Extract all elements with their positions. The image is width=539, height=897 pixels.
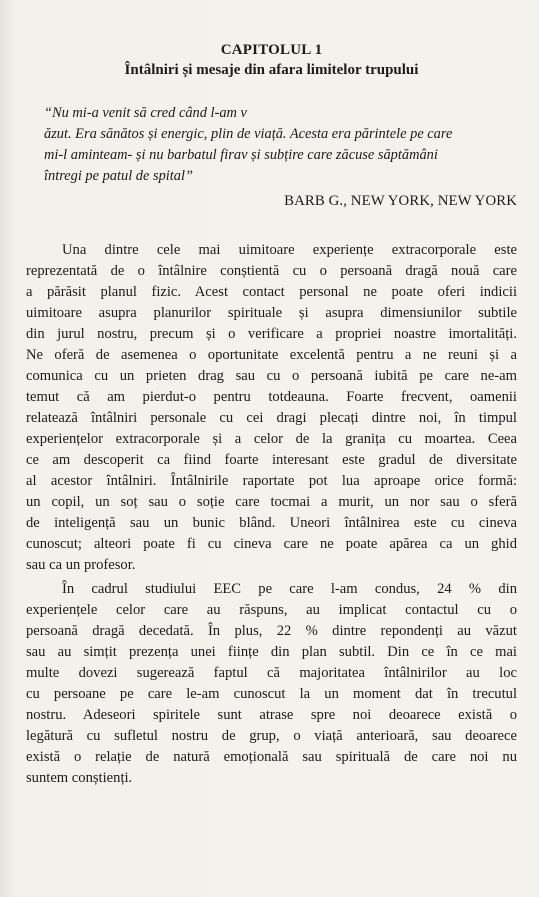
text-line: de inteligență sau un bunic blând. Uneori întâlnirea este cu cineva (26, 515, 517, 531)
text-line: uimitoare asupra planurilor spirituale și asupra dimensiunilor subtile (26, 305, 517, 321)
text-line: cunoscut; alteori poate fi cu cineva care ne poate apărea ca un ghid (26, 536, 517, 552)
chapter-label: CAPITOLUL 1 (220, 42, 323, 58)
text-line: suntem conștienți. (26, 770, 133, 786)
text-line: comunica cu un prieten drag sau cu o persoană iubită pe care ne-am (26, 368, 517, 384)
text-line: experiențelor extracorporale și a celor de la granița cu moartea. Ceea (26, 431, 517, 447)
epigraph-quote (44, 103, 517, 187)
text-line: al acestor întâlniri. Întâlnirile raportate pot lua aproape orice formă: (26, 473, 517, 489)
text-line: legătură cu sufletul nostru de grup, o viață anterioară, sau deoarece (26, 728, 517, 744)
text-line: a părăsit planul fizic. Acest contact personal ne poate oferi indicii (26, 284, 517, 300)
text-line: multe dovezi sugerează faptul că majoritatea întâlnirilor au loc (26, 665, 517, 681)
text-line: temut că am pierdut-o pentru totdeauna. Foarte frecvent, oamenii (26, 389, 517, 405)
text-line: sau au simțit prezența unei ființe din plan subtil. Din ce în ce mai (26, 644, 517, 660)
body-paragraph-2 (26, 579, 517, 789)
text-line: din jurul nostru, precum și o verificare a propriei noastre imortalități. (26, 326, 517, 342)
body-paragraph-1 (26, 240, 517, 576)
text-line: Una dintre cele mai uimitoare experiențe extracorporale este (62, 242, 517, 258)
text-line: ce am descoperit ca fiind foarte interesant este gradul de diversitate (26, 452, 517, 468)
text-line: experiențele celor care au răspuns, au implicat contactul cu o (26, 602, 517, 618)
text-line: cu persoane pe care le-am cunoscut la un moment dat în trecutul (26, 686, 517, 702)
text-line: există o relație de natură emoțională sau spirituală de care noi nu (26, 749, 517, 765)
text-line: nostru. Adeseori spiritele sunt atrase spre noi deoarece există o (26, 707, 517, 723)
text-line: persoană dragă decedată. În plus, 22 % dintre repondenți au văzut (26, 623, 517, 639)
epigraph-line: ăzut. Era sănătos și energic, plin de viață. Acesta era părintele pe care (44, 126, 453, 142)
text-line: un copil, un soț sau o soție care tocmai a murit, un nor sau o sferă (26, 494, 517, 510)
chapter-title: Întâlniri și mesaje din afara limitelor trupului (124, 62, 419, 78)
text-line: relatează întâlniri personale cu cei dragi plecați dintre noi, în timpul (26, 410, 517, 426)
epigraph-attribution: BARB G., NEW YORK, NEW YORK (284, 193, 517, 209)
epigraph-line: “Nu mi-a venit să cred când l-am v (44, 105, 247, 121)
text-line: reprezentată de o întâlnire conștientă cu o persoană dragă nouă care (26, 263, 517, 279)
text-line: sau ca un profesor. (26, 557, 136, 573)
text-line: În cadrul studiului EEC pe care l-am condus, 24 % din (62, 581, 517, 597)
text-line: Ne oferă de asemenea o oportunitate excelentă pentru a ne reuni și a (26, 347, 517, 363)
epigraph-line: mi-l aminteam- și nu barbatul firav și subțire care zăcuse săptămâni (44, 147, 438, 163)
epigraph-line: întregi pe patul de spital” (44, 168, 193, 184)
